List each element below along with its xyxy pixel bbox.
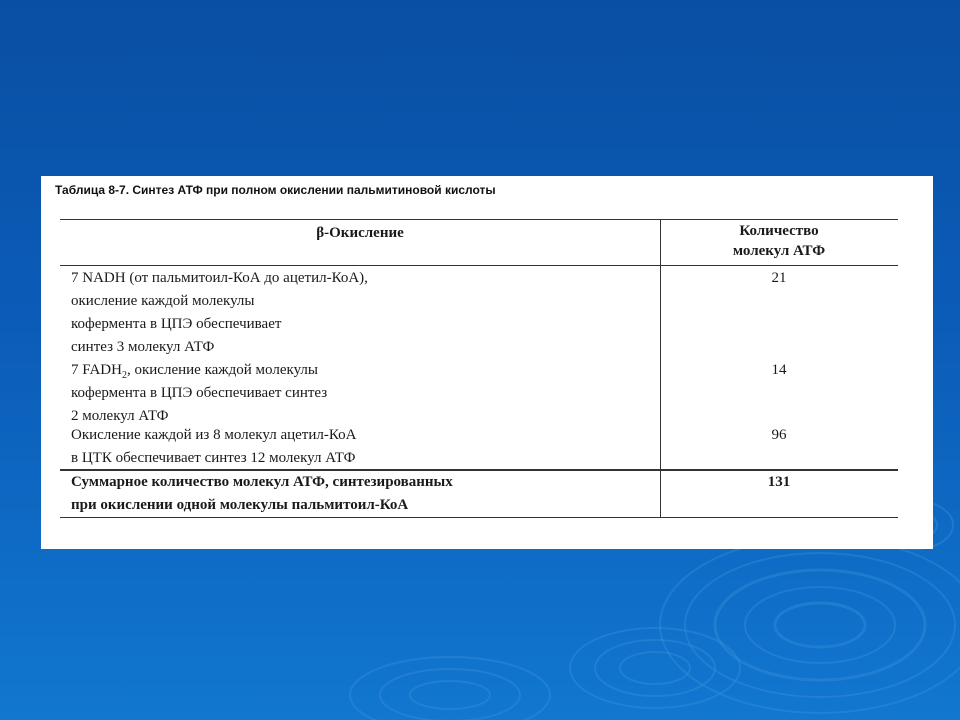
table-row-nadh-description: 7 NADH (от пальмитоил-КоА до ацетил-КоА), окисление каждой молекулы кофермента в ЦПЭ обеспечивает синтез 3 молекул АТФ [71, 270, 368, 355]
atp-synthesis-table [60, 219, 898, 517]
header-bottom-rule [60, 265, 898, 266]
table-total-value: 131 [767, 474, 791, 490]
table-row-acetyl-coa-value: 96 [771, 427, 787, 443]
table-top-rule [60, 219, 898, 220]
header-atp-count: Количество молекул АТФ [732, 223, 826, 259]
table-sheet [41, 176, 933, 549]
table-row-acetyl-coa-description: Окисление каждой из 8 молекул ацетил-КоА в ЦТК обеспечивает синтез 12 молекул АТФ [71, 427, 357, 466]
table-row-nadh-value: 21 [771, 270, 787, 286]
table-bottom-rule [60, 517, 898, 518]
header-beta-oxidation: β-Окисление [316, 225, 404, 241]
table-caption: Таблица 8-7. Синтез АТФ при полном окислении пальмитиновой кислоты [55, 183, 496, 197]
table-total-description: Суммарное количество молекул АТФ, синтезированных при окислении одной молекулы пальмитоил-КоА [71, 474, 453, 513]
table-row-fadh2-description: 7 $FADH_2$, окисление каждой молекулы кофермента в ЦПЭ обеспечивает синтез 2 молекул АТФ [71, 362, 328, 424]
table-row-fadh2-value: 14 [771, 362, 787, 378]
